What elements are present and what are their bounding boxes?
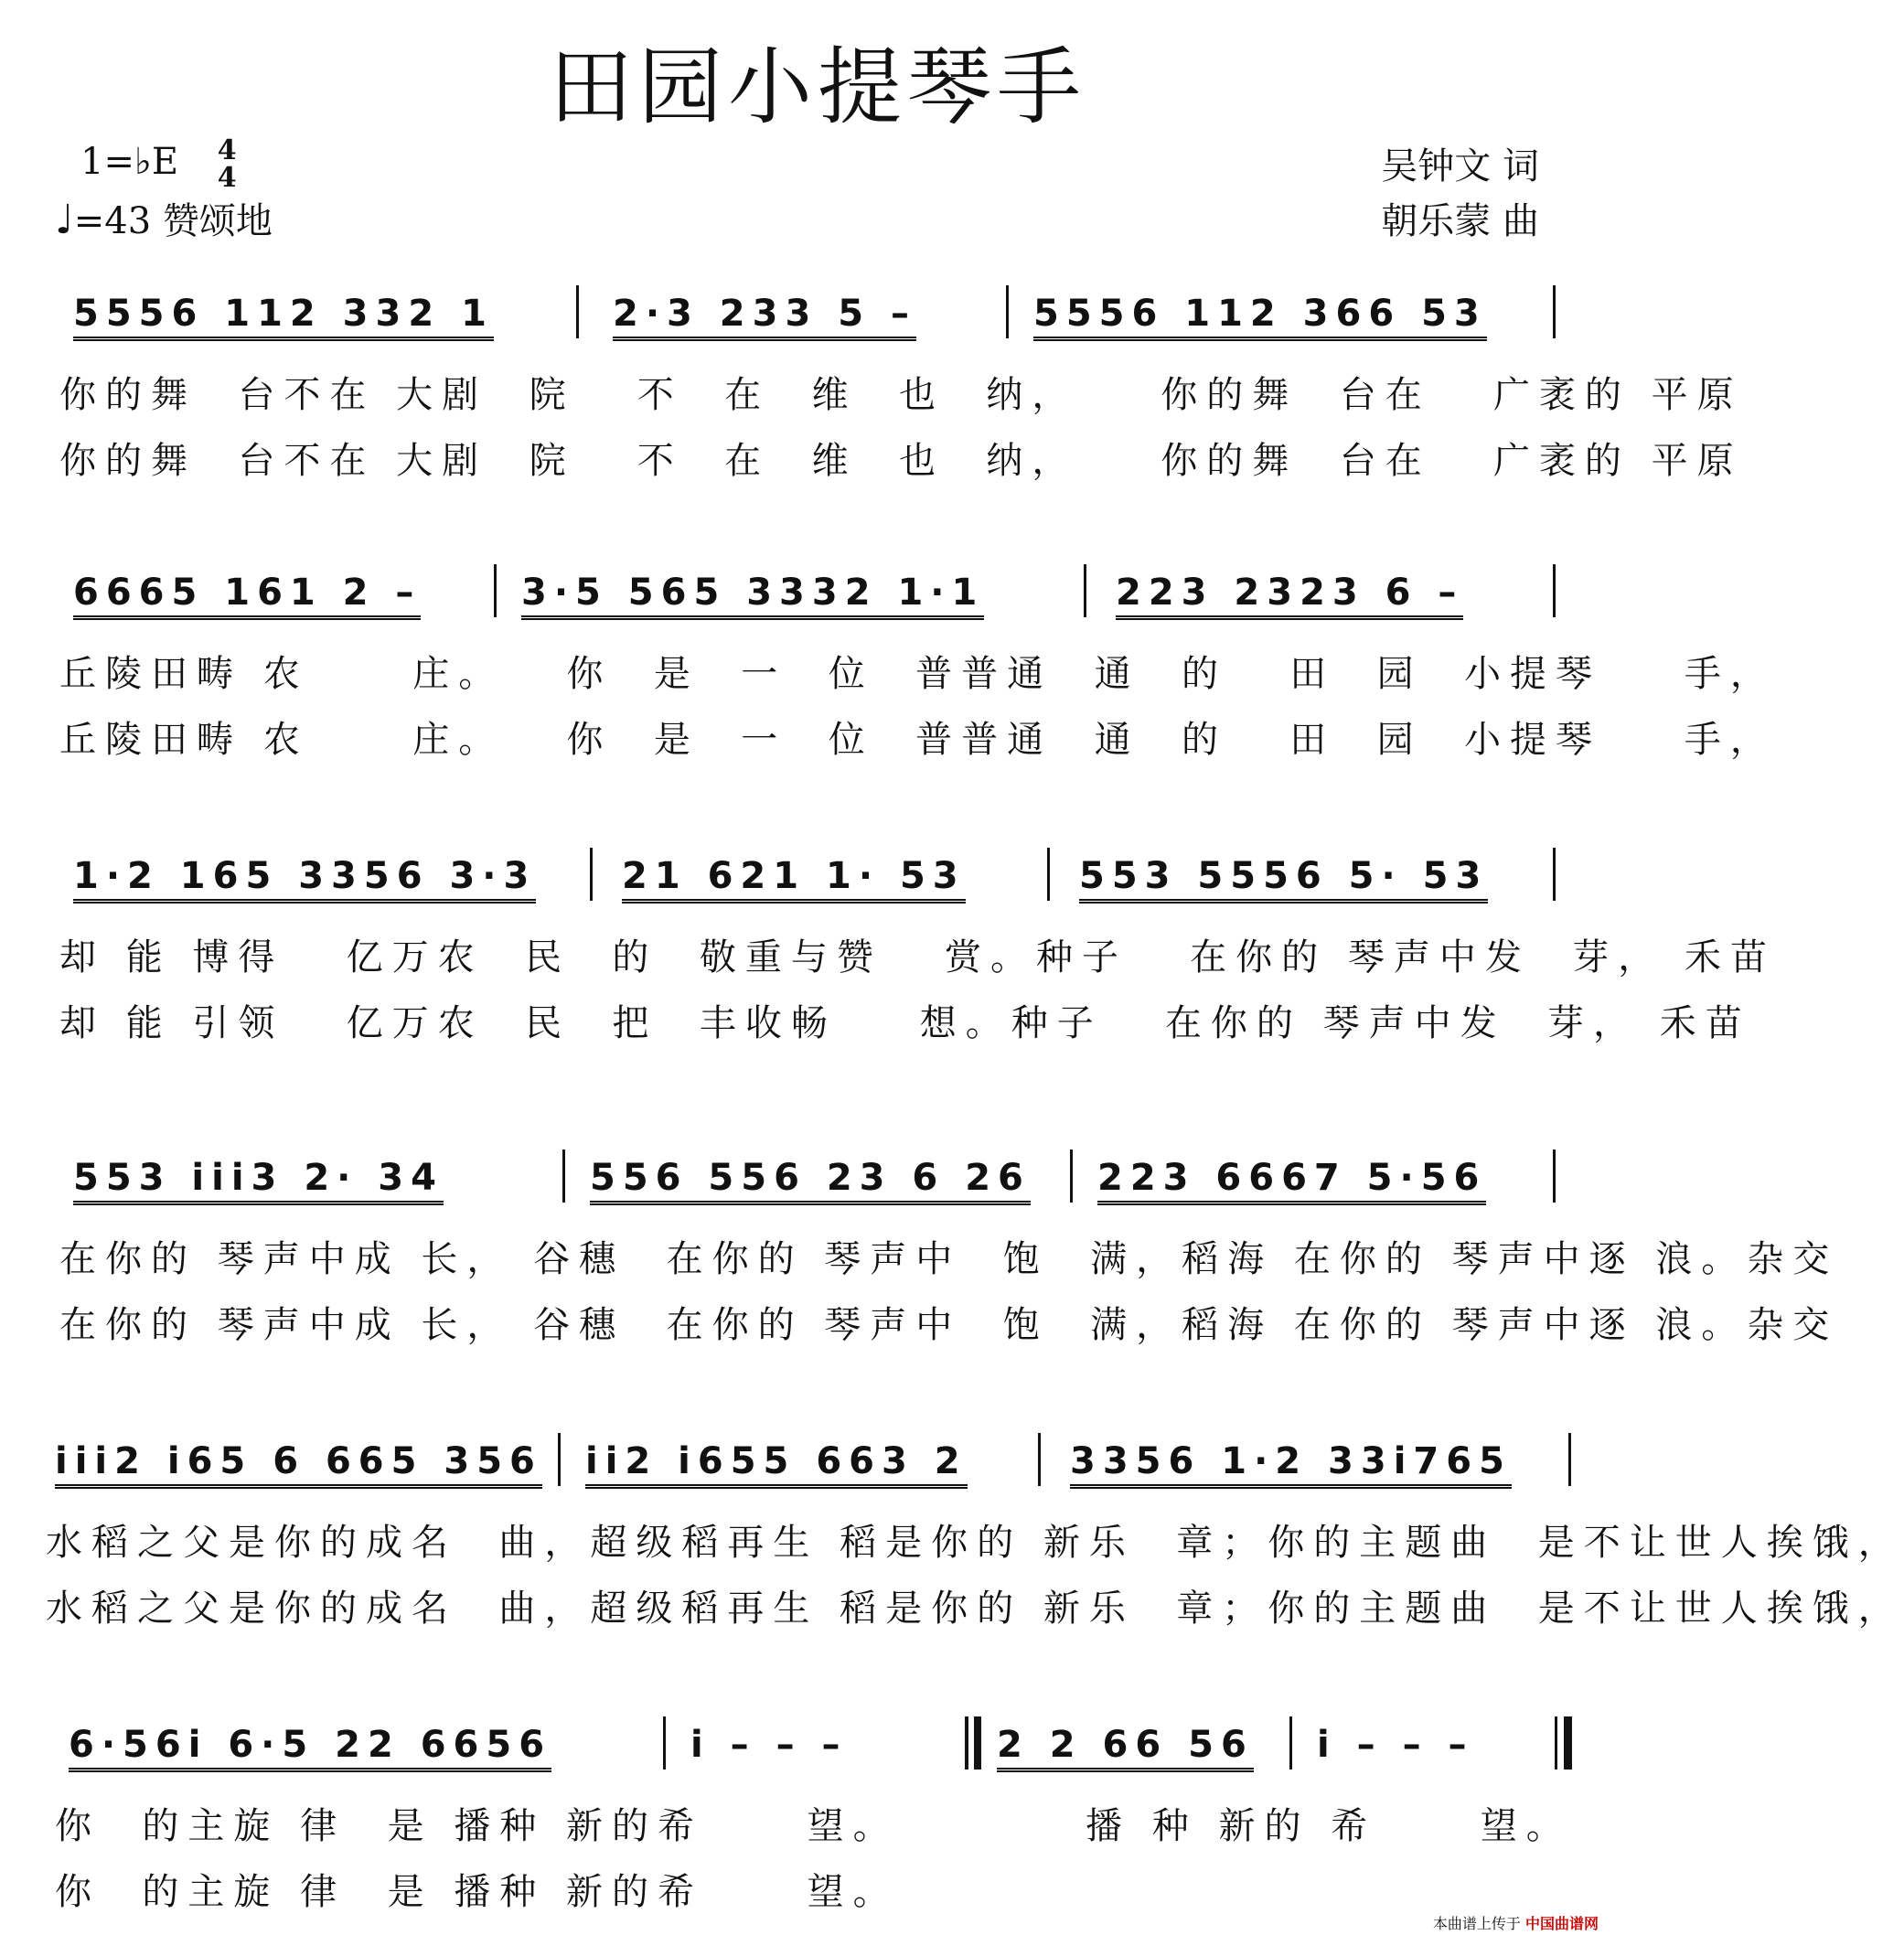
site-logo: 中国曲谱网 bbox=[1524, 1915, 1599, 1932]
lyrics-verse-1: 水稻之父是你的成名 曲，超级稻再生 稻是你的 新乐 章；你的主题曲 是不让世人挨饿， bbox=[46, 1522, 1904, 1564]
measure: 21 621 1· 53 bbox=[622, 855, 966, 904]
measure: iii2 i65 6 665 356 bbox=[55, 1440, 542, 1489]
barline bbox=[1553, 564, 1556, 617]
barline bbox=[576, 285, 579, 338]
measure: 556 556 23 6 26 bbox=[590, 1157, 1031, 1205]
key-signature bbox=[80, 134, 237, 194]
barline bbox=[1553, 1149, 1556, 1203]
measure: 553 5556 5· 53 bbox=[1079, 855, 1488, 904]
measure: ii2 i655 663 2 bbox=[585, 1440, 968, 1489]
lyrics-verse-2: 丘陵田畴 农 庄。 你 是 一 位 普普通 通 的 田 园 小提琴 手， bbox=[59, 719, 1776, 761]
barline bbox=[1070, 1149, 1073, 1203]
measure: 3·5 565 3332 1·1 bbox=[521, 572, 984, 620]
tempo-marking bbox=[55, 192, 273, 244]
measure: 1·2 165 3356 3·3 bbox=[73, 855, 536, 904]
barline bbox=[1047, 848, 1050, 901]
footer-text: 本曲谱上传于 bbox=[1432, 1915, 1521, 1932]
quarter-note-icon: ♩ bbox=[55, 197, 74, 243]
measure: 5556 112 332 1 bbox=[73, 293, 494, 341]
lyrics-verse-2: 你的舞 台不在 大剧 院 不 在 维 也 纳， 你的舞 台在 广袤的 平原 bbox=[59, 440, 1743, 482]
barline bbox=[663, 1716, 666, 1770]
lyrics-verse-1: 丘陵田畴 农 庄。 你 是 一 位 普普通 通 的 田 园 小提琴 手， bbox=[59, 653, 1776, 695]
footer-watermark bbox=[1433, 1912, 1599, 1933]
lyrics-verse-2: 却 能 引领 亿万农 民 把 丰收畅 想。种子 在你的 琴声中发 芽， 禾苗 bbox=[59, 1002, 1751, 1044]
measure: 223 6667 5·56 bbox=[1097, 1157, 1486, 1205]
barline bbox=[1289, 1716, 1292, 1770]
measure: 2 2 66 56 bbox=[997, 1724, 1254, 1772]
measure: i – – – bbox=[690, 1724, 848, 1766]
tempo-label: =43 赞颂地 bbox=[73, 200, 273, 242]
song-title: 田园小提琴手 bbox=[548, 38, 1086, 136]
repeat-barline bbox=[965, 1716, 968, 1770]
barline bbox=[1038, 1433, 1041, 1486]
final-barline-thin bbox=[1555, 1716, 1557, 1770]
barline bbox=[494, 564, 497, 617]
barline bbox=[590, 848, 593, 901]
lyricist: 吴钟文 词 bbox=[1381, 145, 1539, 187]
measure: 2·3 233 5 – bbox=[613, 293, 916, 341]
time-signature bbox=[217, 134, 237, 194]
barline bbox=[1084, 564, 1086, 617]
barline bbox=[1568, 1433, 1571, 1486]
barline bbox=[1006, 285, 1009, 338]
time-signature-top: 4 bbox=[217, 134, 237, 166]
composer: 朝乐蒙 曲 bbox=[1381, 200, 1539, 242]
lyrics-verse-1: 你 的主旋 律 是 播种 新的希 望。 播 种 新的 希 望。 bbox=[55, 1805, 1572, 1847]
barline bbox=[558, 1433, 561, 1486]
repeat-barline-thick bbox=[974, 1716, 981, 1770]
lyrics-verse-2: 水稻之父是你的成名 曲，超级稻再生 稻是你的 新乐 章；你的主题曲 是不让世人挨饿， bbox=[46, 1588, 1904, 1630]
lyrics-verse-1: 你的舞 台不在 大剧 院 不 在 维 也 纳， 你的舞 台在 广袤的 平原 bbox=[59, 374, 1743, 416]
measure: 5556 112 366 53 bbox=[1033, 293, 1487, 341]
lyrics-verse-1: 在你的 琴声中成 长， 谷穗 在你的 琴声中 饱 满，稻海 在你的 琴声中逐 浪。杂交 bbox=[59, 1238, 1839, 1280]
barline bbox=[1553, 848, 1556, 901]
key-label: 1=♭E bbox=[80, 141, 179, 183]
measure: i – – – bbox=[1317, 1724, 1474, 1766]
final-barline-thick bbox=[1564, 1716, 1572, 1770]
measure: 223 2323 6 – bbox=[1116, 572, 1463, 620]
lyrics-verse-2: 你 的主旋 律 是 播种 新的希 望。 bbox=[55, 1871, 899, 1913]
barline bbox=[562, 1149, 565, 1203]
measure: 553 iii3 2· 34 bbox=[73, 1157, 444, 1205]
barline bbox=[1553, 285, 1556, 338]
measure: 6·56i 6·5 22 6656 bbox=[69, 1724, 551, 1772]
measure: 3356 1·2 33i765 bbox=[1070, 1440, 1512, 1489]
time-signature-bottom: 4 bbox=[217, 162, 237, 194]
lyrics-verse-2: 在你的 琴声中成 长， 谷穗 在你的 琴声中 饱 满，稻海 在你的 琴声中逐 浪。杂交 bbox=[59, 1304, 1839, 1346]
lyrics-verse-1: 却 能 博得 亿万农 民 的 敬重与赞 赏。种子 在你的 琴声中发 芽， 禾苗 bbox=[59, 936, 1777, 978]
measure: 6665 161 2 – bbox=[73, 572, 421, 620]
